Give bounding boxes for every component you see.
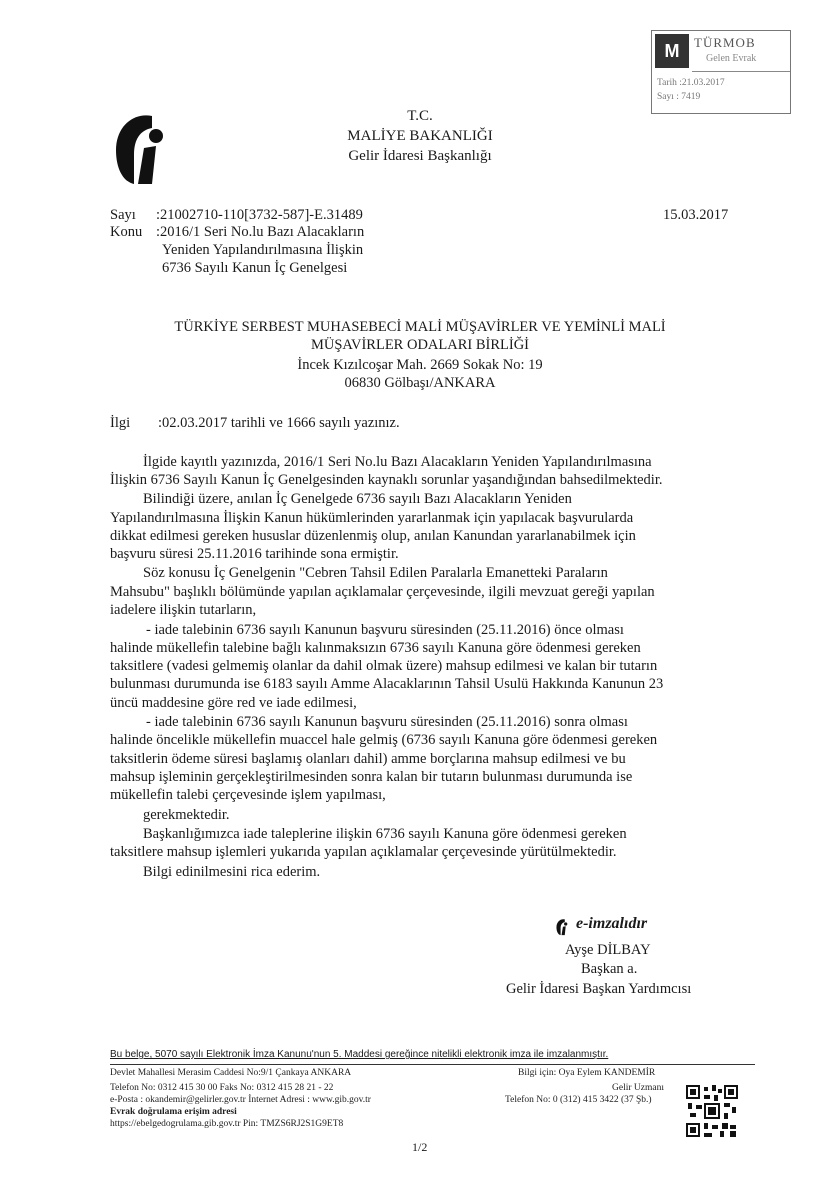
bullet-1-line: taksitlere (vadesi gelmemiş olanlar da dahil olmak üzere) mahsup edilmesi ve kalan bir tutarın bbox=[110, 658, 658, 674]
signer-title-2: Gelir İdaresi Başkan Yardımcısı bbox=[506, 981, 692, 997]
bullet-1-line: - iade talebinin 6736 sayılı Kanunun başvuru süresinden (25.11.2016) önce olması bbox=[146, 622, 624, 638]
page-number: 1/2 bbox=[412, 1140, 428, 1154]
body-line: taksitlere mahsup işlemleri yukarıda yapılan açıklamalar çerçevesinde yürütülmektedir. bbox=[110, 844, 617, 860]
body-line: Mahsubu" başlıklı bölümünde yapılan açıklamalar çerçevesinde, ilgili mevzuat gereği yapılan bbox=[110, 584, 655, 600]
signer-title-1: Başkan a. bbox=[581, 961, 638, 977]
footer-phone: Telefon No: 0312 415 30 00 Faks No: 0312 415 28 21 - 22 bbox=[110, 1083, 334, 1093]
body-line: başvuru süresi 25.11.2016 tarihinde sona ermiştir. bbox=[110, 546, 399, 562]
gib-small-logo-icon bbox=[554, 918, 570, 936]
konu-line-2: Yeniden Yapılandırılmasına İlişkin bbox=[162, 242, 364, 258]
body-line: Başkanlığımızca iade taleplerine ilişkin 6736 sayılı Kanuna göre ödenmesi gereken bbox=[143, 826, 627, 842]
konu-line-3: 6736 Sayılı Kanun İç Genelgesi bbox=[162, 260, 348, 276]
document-date: 15.03.2017 bbox=[663, 207, 729, 223]
turmob-logo-icon: M bbox=[655, 34, 689, 68]
bullet-2-line: mahsup işleminin gerçekleştirilmesinden sonra kalan bir tutarın bulunması durumunda ise bbox=[110, 769, 633, 785]
recipient-address: İncek Kızılcoşar Mah. 2669 Sokak No: 19 bbox=[297, 357, 543, 373]
ilgi-value: :02.03.2017 tarihli ve 1666 sayılı yazınız. bbox=[158, 415, 400, 431]
recipient-city: 06830 Gölbaşı/ANKARA bbox=[344, 375, 496, 391]
body-line: İlişkin 6736 Sayılı Kanun İç Genelgesinden kaynaklı sorunlar yaşandığından bahsedilmektedir. bbox=[110, 472, 663, 488]
incoming-document-stamp bbox=[651, 30, 791, 114]
body-line: dikkat edilmesi gereken hususlar düzenlenmiş olup, anılan Kanundan yararlanabilmek için bbox=[110, 528, 636, 544]
bullet-1-line: halinde mükellefin talebine bağlı kalınmaksızın 6736 sayılı Kanuna göre ödenmesi gereken bbox=[110, 640, 641, 656]
e-signature-notice: Bu belge, 5070 sayılı Elektronik İmza Kanunu'nun 5. Maddesi gereğince nitelikli elektronik imza ile imzalanmıştır. bbox=[110, 1049, 609, 1060]
recipient-line-2: MÜŞAVİRLER ODALARI BİRLİĞİ bbox=[310, 337, 530, 353]
header-tc: T.C. bbox=[407, 108, 433, 124]
header-department: Gelir İdaresi Başkanlığı bbox=[348, 148, 492, 164]
closing-line: Bilgi edinilmesini rica ederim. bbox=[143, 864, 321, 880]
footer-email: e-Posta : okandemir@gelirler.gov.tr İnternet Adresi : www.gib.gov.tr bbox=[110, 1095, 371, 1105]
body-line: İlgide kayıtlı yazınızda, 2016/1 Seri No.lu Bazı Alacakların Yeniden Yapılandırılmasına bbox=[143, 454, 652, 470]
bullet-2-line: taksitlerin ödeme süresi başlamış olanları dahil) amme borçlarına mahsup edilmesi ve bu bbox=[110, 751, 626, 767]
footer-verify-url: https://ebelgedogrulama.gib.gov.tr Pin: TMZS6RJ2S1G9ET8 bbox=[110, 1119, 344, 1129]
bullet-1-line: bulunması durumunda ise 6183 sayılı Amme Alacaklarının Tahsil Usulü Hakkında Kanunun 23 bbox=[110, 676, 664, 692]
sayi-value: :21002710-110[3732-587]-E.31489 bbox=[156, 207, 363, 223]
bullet-1-line: üncü maddesine göre red ve iade edilmesi, bbox=[110, 695, 357, 711]
footer-divider bbox=[110, 1064, 755, 1065]
e-signature-mark: e-imzalıdır bbox=[576, 915, 648, 932]
body-line: iadelere ilişkin tutarların, bbox=[110, 602, 257, 618]
contact-name: Bilgi için: Oya Eylem KANDEMİR bbox=[518, 1068, 656, 1078]
header-ministry: MALİYE BAKANLIĞI bbox=[347, 128, 493, 144]
bullet-2-line: mükellefin talebi çerçevesinde işlem yapılması, bbox=[110, 787, 386, 803]
contact-phone: Telefon No: 0 (312) 415 3422 (37 Şb.) bbox=[505, 1095, 652, 1105]
body-line: Söz konusu İç Genelgenin "Cebren Tahsil Edilen Paralarla Emanetteki Paraların bbox=[143, 565, 608, 581]
stamp-divider bbox=[692, 71, 790, 72]
footer-verify-title: Evrak doğrulama erişim adresi bbox=[110, 1107, 237, 1117]
body-line: gerekmektedir. bbox=[143, 807, 230, 823]
footer-address: Devlet Mahallesi Merasim Caddesi No:9/1 Çankaya ANKARA bbox=[110, 1068, 352, 1078]
konu-label: Konu bbox=[110, 224, 143, 240]
qr-code-icon bbox=[686, 1085, 738, 1137]
recipient-line-1: TÜRKİYE SERBEST MUHASEBECİ MALİ MÜŞAVİRLER VE YEMİNLİ MALİ bbox=[174, 319, 666, 335]
body-line: Yapılandırılmasına İlişkin Kanun hükümlerinden yararlanmak için yapılacak başvurularda bbox=[110, 510, 634, 526]
bullet-2-line: halinde öncelikle mükellefin muaccel hale gelmiş (6736 sayılı Kanuna göre ödenmesi gereken bbox=[110, 732, 658, 748]
ilgi-label: İlgi bbox=[110, 415, 131, 431]
bullet-2-line: - iade talebinin 6736 sayılı Kanunun başvuru süresinden (25.11.2016) sonra olması bbox=[146, 714, 628, 730]
konu-line-1: :2016/1 Seri No.lu Bazı Alacakların bbox=[156, 224, 365, 240]
stamp-subtitle: Gelen Evrak bbox=[706, 53, 757, 64]
body-line: Bilindiği üzere, anılan İç Genelgede 6736 sayılı Bazı Alacakların Yeniden bbox=[143, 491, 572, 507]
sayi-label: Sayı bbox=[110, 207, 136, 223]
stamp-date: Tarih :21.03.2017 bbox=[657, 78, 725, 88]
stamp-org: TÜRMOB bbox=[694, 35, 756, 50]
contact-title: Gelir Uzmanı bbox=[612, 1083, 664, 1093]
stamp-number: Sayı : 7419 bbox=[657, 92, 701, 102]
signer-name: Ayşe DİLBAY bbox=[565, 942, 651, 958]
